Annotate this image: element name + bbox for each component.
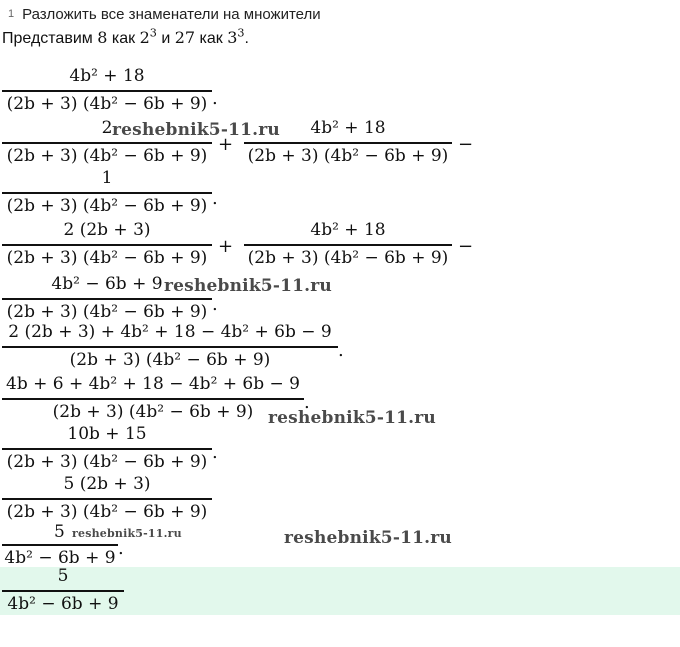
intro-base: 3 xyxy=(227,28,238,47)
fraction-denominator: (2b + 3) (4b² − 6b + 9) xyxy=(6,196,208,216)
fraction-bar xyxy=(2,448,212,450)
intro-text xyxy=(2,28,249,48)
intro-number: 27 xyxy=(174,28,196,47)
fraction-bar xyxy=(2,544,118,546)
fraction-numerator: 5 xyxy=(54,522,65,542)
period: . xyxy=(212,442,218,463)
watermark-text: reshebnik5-11.ru xyxy=(164,276,332,296)
fraction xyxy=(2,66,212,118)
fraction-denominator: (2b + 3) (4b² − 6b + 9) xyxy=(6,248,208,268)
fraction xyxy=(2,374,304,426)
plus-sign: + xyxy=(218,236,234,257)
fraction-bar xyxy=(2,346,338,348)
watermark-text: reshebnik5-11.ru xyxy=(268,408,436,428)
intro-number: 8 xyxy=(97,28,108,47)
fraction-bar xyxy=(2,398,304,400)
fraction-numerator: 4b² + 18 xyxy=(310,118,386,138)
intro-word: Представим xyxy=(2,30,93,47)
fraction-numerator: 4b² − 6b + 9 xyxy=(51,274,163,294)
fraction-numerator: 5 xyxy=(57,566,69,586)
fraction-denominator: 4b² − 6b + 9 xyxy=(4,548,116,568)
fraction-denominator: (2b + 3) (4b² − 6b + 9) xyxy=(247,146,449,166)
fraction xyxy=(2,220,212,272)
fraction-bar xyxy=(2,498,212,500)
intro-word: как xyxy=(199,30,223,47)
fraction-bar xyxy=(244,142,452,144)
fraction-numerator: 10b + 15 xyxy=(67,424,147,444)
fraction-bar xyxy=(2,192,212,194)
period: . xyxy=(338,340,344,361)
fraction-bar xyxy=(2,298,212,300)
fraction-numerator: 4b + 6 + 4b² + 18 − 4b² + 6b − 9 xyxy=(6,374,300,394)
fraction-numerator: 4b² + 18 xyxy=(69,66,145,86)
period: . xyxy=(212,294,218,315)
fraction-denominator: (2b + 3) (4b² − 6b + 9) xyxy=(247,248,449,268)
fraction-denominator: (2b + 3) (4b² − 6b + 9) xyxy=(6,452,208,472)
period: . xyxy=(304,392,310,413)
fraction-numerator: 5 (2b + 3) xyxy=(63,474,151,494)
fraction-numerator: 2 xyxy=(101,118,113,138)
intro-power: 3 xyxy=(237,26,245,40)
minus-sign: − xyxy=(458,236,474,257)
fraction-numerator: 2 (2b + 3) + 4b² + 18 − 4b² + 6b − 9 xyxy=(8,322,332,342)
fraction-bar xyxy=(2,90,212,92)
step-title: Разложить все знаменатели на множители xyxy=(22,6,321,22)
fraction-numerator: 4b² + 18 xyxy=(310,220,386,240)
fraction xyxy=(244,220,452,272)
fraction-denominator: (2b + 3) (4b² − 6b + 9) xyxy=(6,94,208,114)
plus-sign: + xyxy=(218,134,234,155)
watermark-text: reshebnik5-11.ru xyxy=(284,528,452,548)
intro-word: как xyxy=(111,30,136,47)
period: . xyxy=(212,188,218,209)
fraction xyxy=(2,168,212,220)
watermark-text: reshebnik5-11.ru xyxy=(72,527,182,540)
fraction-bar xyxy=(2,142,212,144)
intro-word: и xyxy=(161,30,171,47)
fraction-denominator: 4b² − 6b + 9 xyxy=(7,594,119,614)
fraction-bar xyxy=(2,590,124,592)
fraction xyxy=(2,322,338,374)
intro-base: 2 xyxy=(139,28,150,47)
fraction xyxy=(2,424,212,476)
fraction-denominator: (2b + 3) (4b² − 6b + 9) xyxy=(6,502,208,522)
step-heading xyxy=(8,6,321,22)
answer-fraction xyxy=(2,566,124,614)
fraction xyxy=(2,474,212,526)
minus-sign: − xyxy=(458,134,474,155)
fraction-bar xyxy=(244,244,452,246)
fraction-denominator: (2b + 3) (4b² − 6b + 9) xyxy=(69,350,271,370)
fraction-denominator: (2b + 3) (4b² − 6b + 9) xyxy=(6,302,208,322)
fraction-denominator: (2b + 3) (4b² − 6b + 9) xyxy=(52,402,254,422)
fraction-numerator: 1 xyxy=(101,168,113,188)
period: . xyxy=(118,538,124,559)
fraction-numerator: 2 (2b + 3) xyxy=(63,220,151,240)
period: . xyxy=(212,88,218,109)
fraction-bar xyxy=(2,244,212,246)
watermark-text: reshebnik5-11.ru xyxy=(112,120,280,140)
step-number: 1 xyxy=(8,8,15,20)
intro-power: 3 xyxy=(149,26,157,40)
fraction-denominator: (2b + 3) (4b² − 6b + 9) xyxy=(6,146,208,166)
intro-period: . xyxy=(244,30,249,47)
